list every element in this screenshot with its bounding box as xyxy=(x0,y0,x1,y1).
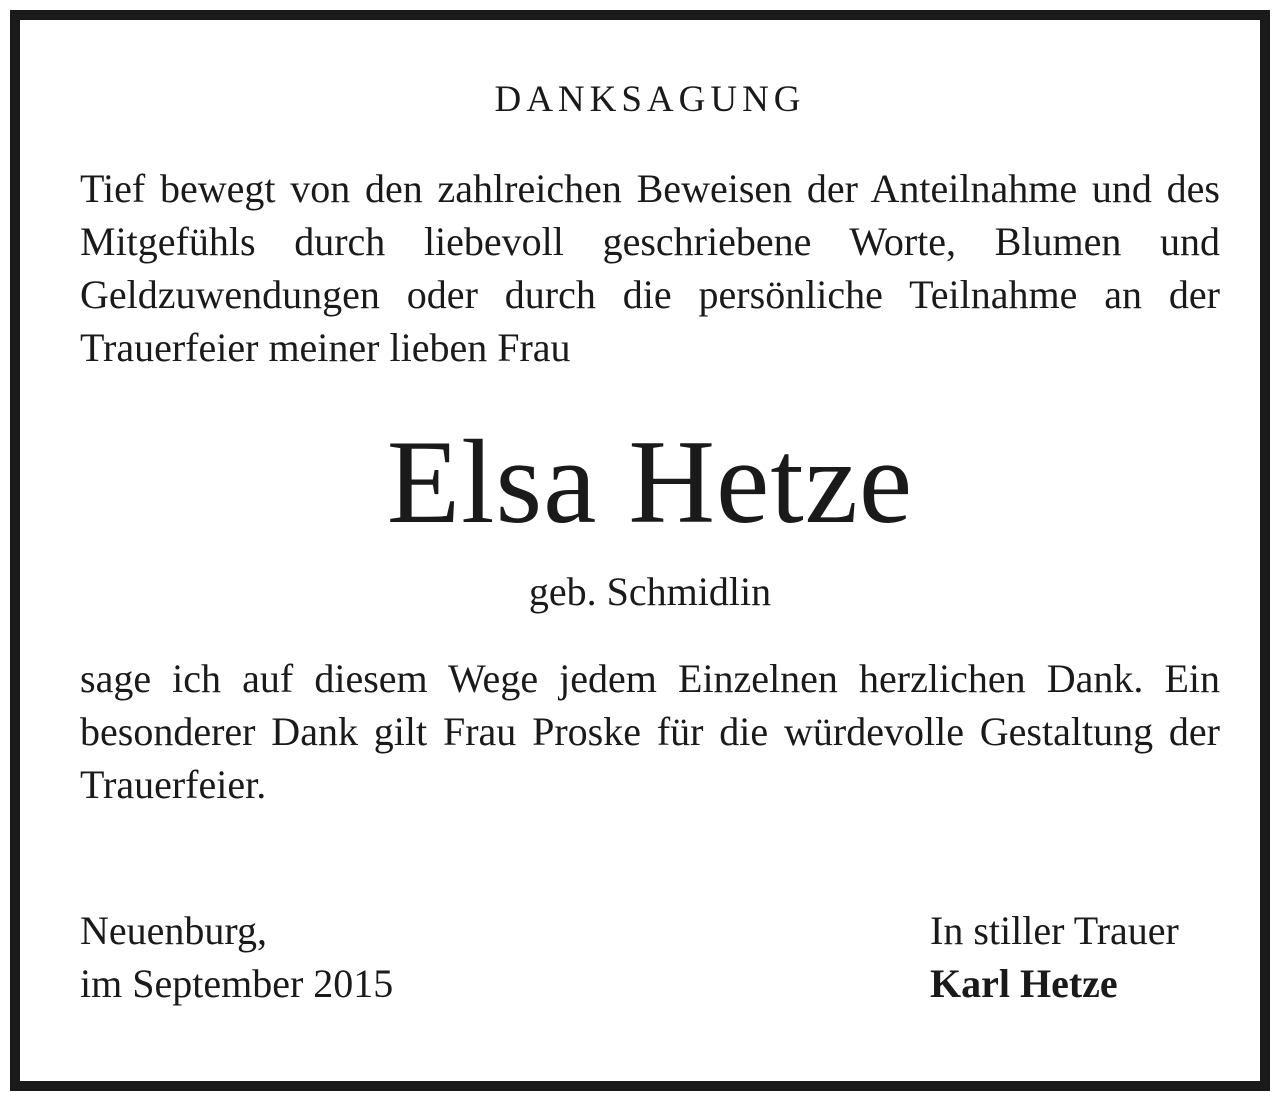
closing-text: In stiller Trauer xyxy=(930,908,1179,953)
intro-paragraph: Tief bewegt von den zahlreichen Beweisen der Anteilnahme und des Mitgefühls durch liebevoll geschriebene Worte, Blumen und Geldzuwendungen oder durch die persönliche Teilnahme an der Trauerfeier meiner lieben Frau xyxy=(80,166,1220,370)
notice-frame xyxy=(10,10,1270,1091)
thanks-paragraph: sage ich auf diesem Wege jedem Einzelnen herzlichen Dank. Ein besonderer Dank gilt Frau Proske für die würdevolle Gestaltung der Trauerfeier. xyxy=(80,656,1220,807)
place-and-date xyxy=(80,904,393,1010)
date-text: im September 2015 xyxy=(80,961,394,1006)
place-text: Neuenburg, xyxy=(80,908,267,953)
notice-heading: DANKSAGUNG xyxy=(494,79,806,120)
signature-block xyxy=(930,904,1179,1010)
signer-name: Karl Hetze xyxy=(930,961,1118,1006)
maiden-name: geb. Schmidlin xyxy=(528,569,772,614)
deceased-name: Elsa Hetze xyxy=(386,415,914,548)
